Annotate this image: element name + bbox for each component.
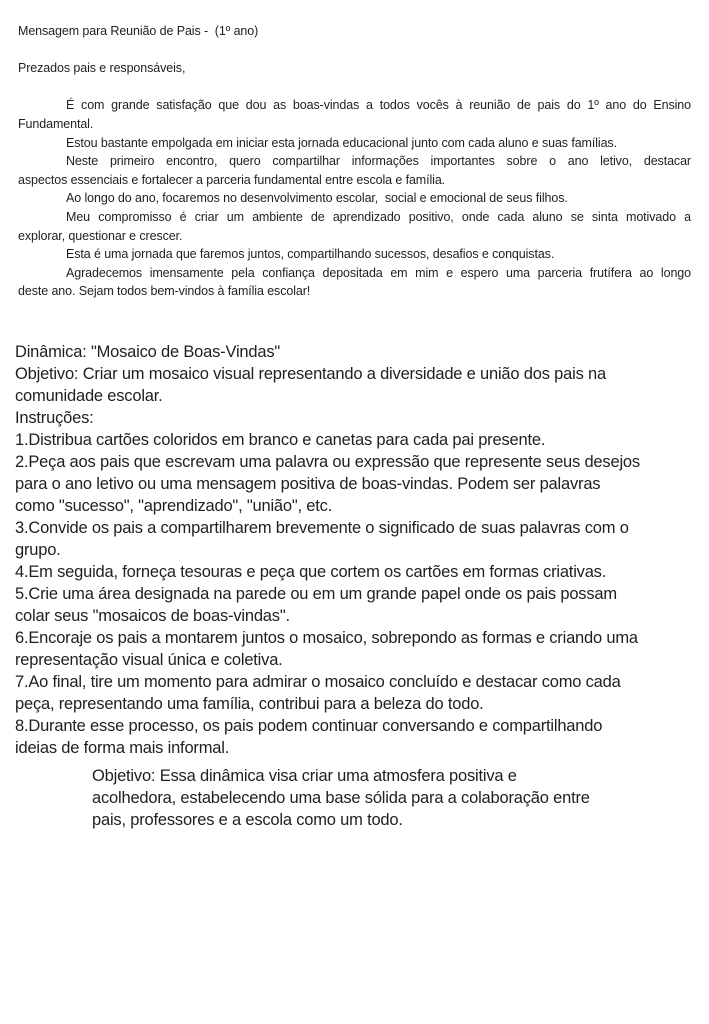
- activity-step-line: colar seus "mosaicos de boas-vindas".: [15, 606, 290, 625]
- letter-paragraph-line: Fundamental.: [18, 116, 94, 131]
- activity-objective-line: comunidade escolar.: [15, 386, 163, 405]
- activity-step-line: para o ano letivo ou uma mensagem positiva de boas-vindas. Podem ser palavras: [15, 474, 601, 493]
- activity-instructions-label: Instruções:: [15, 408, 94, 427]
- activity-closing-line: pais, professores e a escola como um todo.: [92, 810, 403, 829]
- letter-paragraph-line: Meu compromisso é criar um ambiente de aprendizado positivo, onde cada aluno se sinta motivado a: [66, 209, 691, 224]
- letter-salutation: Prezados pais e responsáveis,: [18, 61, 186, 76]
- activity-step-line: 5.Crie uma área designada na parede ou em um grande papel onde os pais possam: [15, 584, 617, 603]
- activity-step-line: 3.Convide os pais a compartilharem brevemente o significado de suas palavras com o: [15, 518, 629, 537]
- activity-step-line: 7.Ao final, tire um momento para admirar o mosaico concluído e destacar como cada: [15, 672, 621, 691]
- activity-step-line: como "sucesso", "aprendizado", "união", etc.: [15, 496, 333, 515]
- activity-step-line: ideias de forma mais informal.: [15, 738, 230, 757]
- letter-section: [0, 0, 709, 301]
- activity-step-line: 8.Durante esse processo, os pais podem continuar conversando e compartilhando: [15, 716, 603, 735]
- letter-paragraph-line: deste ano. Sejam todos bem-vindos à família escolar!: [18, 284, 311, 299]
- letter-paragraph-line: Neste primeiro encontro, quero compartilhar informações importantes sobre o ano letivo, destacar: [66, 154, 691, 169]
- letter-paragraph-line: Agradecemos imensamente pela confiança depositada em mim e espero uma parceria frutífera ao longo: [66, 265, 691, 280]
- activity-step-line: 2.Peça aos pais que escrevam uma palavra ou expressão que represente seus desejos: [15, 452, 640, 471]
- activity-objective-line: Objetivo: Criar um mosaico visual representando a diversidade e união dos pais na: [15, 364, 606, 383]
- activity-closing-line: Objetivo: Essa dinâmica visa criar uma atmosfera positiva e: [92, 766, 517, 785]
- activity-step-line: 6.Encoraje os pais a montarem juntos o mosaico, sobrepondo as formas e criando uma: [15, 628, 638, 647]
- letter-paragraph-line: É com grande satisfação que dou as boas-vindas a todos vocês à reunião de pais do 1º ano do Ensino: [66, 98, 691, 113]
- letter-title: Mensagem para Reunião de Pais - (1º ano): [18, 24, 259, 38]
- letter-paragraph-line: Estou bastante empolgada em iniciar esta jornada educacional junto com cada aluno e suas famílias.: [66, 135, 617, 150]
- activity-closing-objective: [92, 765, 705, 831]
- activity-section: [0, 341, 709, 831]
- activity-step-line: grupo.: [15, 540, 61, 559]
- letter-paragraph-line: explorar, questionar e crescer.: [18, 228, 183, 243]
- blank-line: [18, 41, 691, 60]
- activity-step-line: representação visual única e coletiva.: [15, 650, 283, 669]
- activity-closing-line: acolhedora, estabelecendo uma base sólida para a colaboração entre: [92, 788, 590, 807]
- activity-step-line: 4.Em seguida, forneça tesouras e peça que cortem os cartões em formas criativas.: [15, 562, 607, 581]
- letter-paragraph-line: aspectos essenciais e fortalecer a parceria fundamental entre escola e família.: [18, 172, 446, 187]
- activity-step-line: 1.Distribua cartões coloridos em branco e canetas para cada pai presente.: [15, 430, 546, 449]
- activity-step-line: peça, representando uma família, contribui para a beleza do todo.: [15, 694, 484, 713]
- letter-paragraph-line: Esta é uma jornada que faremos juntos, compartilhando sucessos, desafios e conquistas.: [66, 247, 555, 262]
- letter-paragraph-line: Ao longo do ano, focaremos no desenvolvimento escolar, social e emocional de seus filhos.: [66, 191, 568, 206]
- activity-heading: Dinâmica: "Mosaico de Boas-Vindas": [15, 342, 281, 361]
- blank-line: [18, 78, 691, 97]
